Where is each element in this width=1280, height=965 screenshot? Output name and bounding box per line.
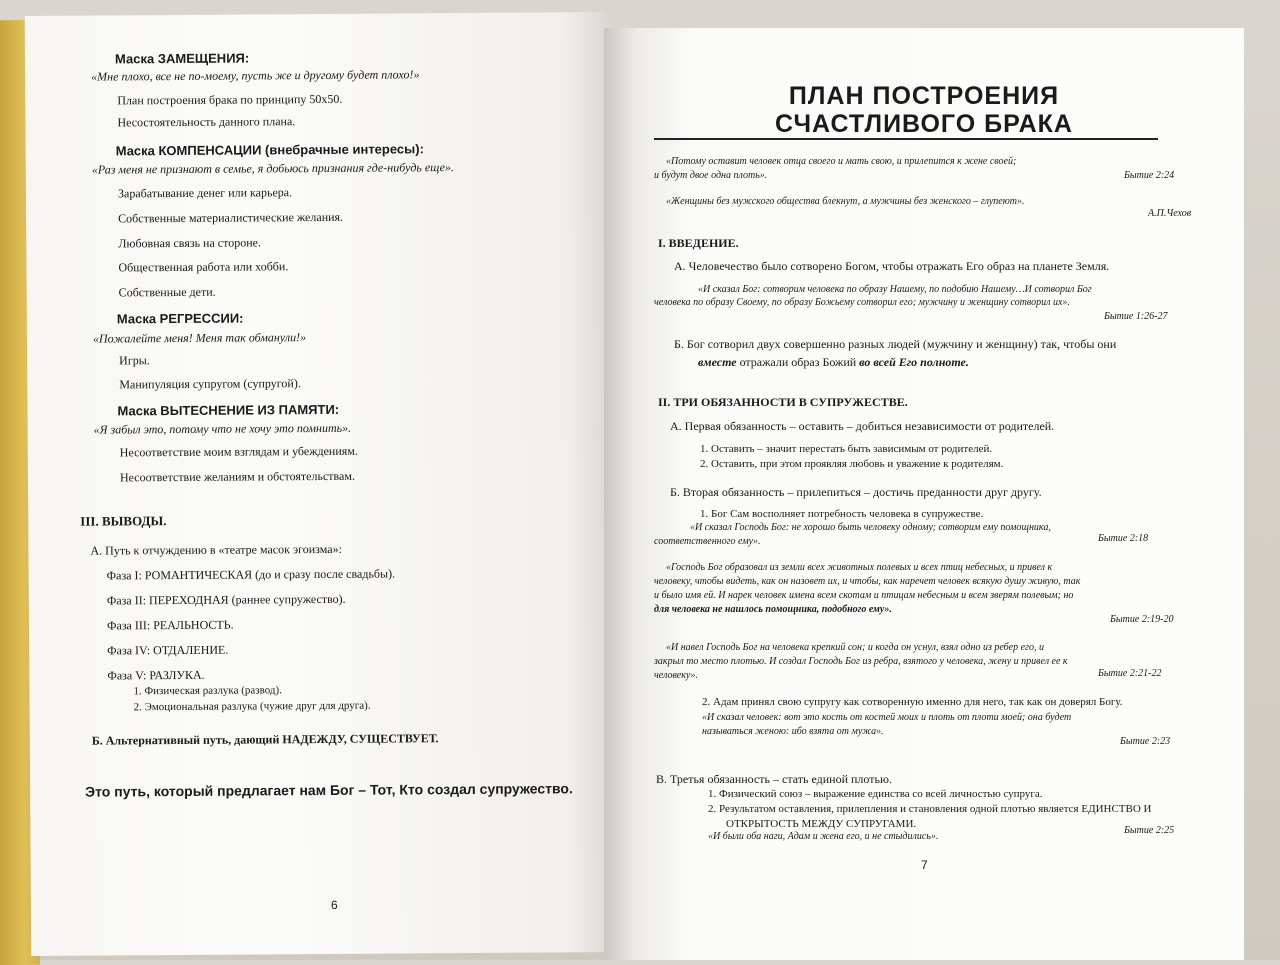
scripture-quote: закрыл то место плотью. И создал Господь Бог из ребра, взятого у человека, жену и привел ее к <box>654 656 1068 667</box>
conclusion-a: А. Путь к отчуждению в «театре масок эгоизма»: <box>90 541 342 558</box>
phase-item: Фаза III: РЕАЛЬНОСТЬ. <box>106 617 234 633</box>
section-heading: II. ТРИ ОБЯЗАННОСТИ В СУПРУЖЕСТВЕ. <box>658 395 908 409</box>
duty-item: 2. Оставить, при этом проявляя любовь и уважение к родителям. <box>700 458 1004 470</box>
mask-item: Несостоятельность данного плана. <box>117 114 296 130</box>
emphasis: вместе <box>698 355 737 369</box>
scripture-quote: «И сказал Господь Бог: не хорошо быть человеку одному; сотворим ему помощника, <box>690 522 1051 533</box>
duty-c: В. Третья обязанность – стать единой плотью. <box>656 772 892 786</box>
mask-item: Несоответствие желаниям и обстоятельствам. <box>119 468 355 485</box>
scripture-quote: и было имя ей. И нарек человек имена всем скотам и птицам небесным и всем зверям полевым; но <box>654 590 1074 601</box>
intro-b-line2 <box>698 355 969 370</box>
duty-item: 1. Физический союз – выражение единства со всей личностью супруга. <box>708 788 1043 800</box>
left-page <box>25 12 618 956</box>
mask-item: Собственные дети. <box>118 284 216 300</box>
mask-quote: «Я забыл это, потому что не хочу это помнить». <box>93 420 352 437</box>
mask-quote: «Пожалейте меня! Меня так обманули!» <box>92 330 307 346</box>
duty-item: ОТКРЫТОСТЬ МЕЖДУ СУПРУГАМИ. <box>726 818 917 830</box>
mask-item: Зарабатывание денег или карьера. <box>117 185 293 201</box>
scripture-quote: человеку». <box>654 670 698 681</box>
scripture-quote: называться женою: ибо взята от мужа». <box>702 726 884 737</box>
phase-item: Фаза II: ПЕРЕХОДНАЯ (раннее супружество). <box>106 591 346 608</box>
duty-item: 1. Оставить – значит перестать быть зависимым от родителей. <box>700 443 993 455</box>
phase-item: Фаза I: РОМАНТИЧЕСКАЯ (до и сразу после свадьбы). <box>106 566 396 583</box>
scripture-ref: Бытие 2:25 <box>1124 825 1175 836</box>
mask-heading: Маска КОМПЕНСАЦИИ (внебрачные интересы): <box>115 141 424 159</box>
title-divider <box>654 138 1158 140</box>
intro-a: А. Человечество было сотворено Богом, чтобы отражать Его образ на планете Земля. <box>674 259 1110 273</box>
page-title-line: ПЛАН ПОСТРОЕНИЯ <box>788 82 1060 110</box>
mask-heading: Маска ВЫТЕСНЕНИЕ ИЗ ПАМЯТИ: <box>117 401 340 419</box>
mask-item: Игры. <box>119 353 150 368</box>
scripture-quote: «Господь Бог образовал из земли всех животных полевых и всех птиц небесных, и привел к <box>666 562 1053 573</box>
scripture-quote: человека по образу Своему, по образу Божьему сотворил его; мужчину и женщину сотворил их». <box>654 297 1070 308</box>
scripture-ref: Бытие 2:19-20 <box>1110 614 1174 625</box>
scripture-quote: соответственного ему». <box>654 536 761 547</box>
intro-b: Б. Бог сотворил двух совершенно разных людей (мужчину и женщину) так, чтобы они <box>674 337 1117 351</box>
mask-quote: «Раз меня не признают в семье, я добьюсь признания где-нибудь еще». <box>91 160 454 177</box>
duty-item: 2. Результатом оставления, прилепления и становления одной плотью является ЕДИНСТВО И <box>708 803 1152 815</box>
right-page <box>604 28 1244 960</box>
scripture-quote: человеку, чтобы видеть, как он назовет их, и чтобы, как наречет человек всякую душу живую, так <box>654 576 1081 587</box>
duty-item: 2. Адам принял свою супругу как сотворенную именно для него, так как он доверял Богу. <box>702 696 1123 708</box>
epigraph-ref: Бытие 2:24 <box>1124 170 1175 181</box>
phase-sub-item: 2. Эмоциональная разлука (чужие друг для друга). <box>133 699 371 714</box>
mask-heading: Маска РЕГРЕССИИ: <box>116 310 244 327</box>
mask-item: Несоответствие моим взглядам и убеждениям. <box>119 443 358 460</box>
scripture-ref: Бытие 2:18 <box>1098 533 1149 544</box>
scripture-ref: Бытие 2:23 <box>1120 736 1171 747</box>
phase-sub-item: 1. Физическая разлука (развод). <box>133 684 282 698</box>
epigraph-line: и будут двое одна плоть». <box>654 170 768 181</box>
page-number: 7 <box>921 858 928 872</box>
mask-item: Собственные материалистические желания. <box>118 209 344 226</box>
section-heading: III. ВЫВОДЫ. <box>80 513 167 529</box>
mask-quote: «Мне плохо, все не по-моему, пусть же и другому будет плохо!» <box>91 67 420 84</box>
scripture-ref: Бытие 2:21-22 <box>1098 668 1162 679</box>
scripture-quote: для человека не нашлось помощника, подобного ему». <box>654 604 892 615</box>
mask-item: Манипуляция супругом (супругой). <box>119 376 301 392</box>
scripture-quote: «И сказал человек: вот это кость от костей моих и плоть от плоти моей; она будет <box>702 712 1072 723</box>
mask-item: План построения брака по принципу 50х50. <box>117 91 343 108</box>
page-number: 6 <box>330 897 338 912</box>
conclusion-b: Б. Альтернативный путь, дающий НАДЕЖДУ, СУЩЕСТВУЕТ. <box>91 731 439 748</box>
emphasis: во всей Его полноте. <box>859 355 969 369</box>
epigraph-line: «Женщины без мужского общества блекнут, а мужчины без женского – глупеют». <box>666 196 1025 207</box>
closing-statement: Это путь, который предлагает нам Бог – Тот, Кто создал супружество. <box>85 780 573 800</box>
scripture-quote: «И навел Господь Бог на человека крепкий сон; и когда он уснул, взял одно из ребер его, и <box>666 642 1044 653</box>
intro-b-text: отражали образ Божий <box>736 355 860 369</box>
mask-item: Любовная связь на стороне. <box>118 235 261 251</box>
scripture-ref: Бытие 1:26-27 <box>1104 311 1168 322</box>
phase-item: Фаза IV: ОТДАЛЕНИЕ. <box>107 642 229 658</box>
duty-b: Б. Вторая обязанность – прилепиться – достичь преданности друг другу. <box>670 485 1042 499</box>
scripture-quote: «И были оба наги, Адам и жена его, и не стыдились». <box>708 831 939 842</box>
scripture-quote: «И сказал Бог: сотворим человека по образу Нашему, по подобию Нашему…И сотворил Бог <box>698 284 1092 295</box>
section-heading: I. ВВЕДЕНИЕ. <box>658 236 739 250</box>
epigraph-ref: А.П.Чехов <box>1148 208 1192 219</box>
mask-heading: Маска ЗАМЕЩЕНИЯ: <box>114 50 250 67</box>
duty-item: 1. Бог Сам восполняет потребность человека в супружестве. <box>700 508 984 520</box>
duty-a: А. Первая обязанность – оставить – добиться независимости от родителей. <box>670 419 1055 433</box>
page-title-line: СЧАСТЛИВОГО БРАКА <box>775 110 1073 138</box>
mask-item: Общественная работа или хобби. <box>118 259 289 275</box>
phase-item: Фаза V: РАЗЛУКА. <box>107 667 205 683</box>
epigraph-line: «Потому оставит человек отца своего и мать свою, и прилепится к жене своей; <box>666 156 1017 167</box>
